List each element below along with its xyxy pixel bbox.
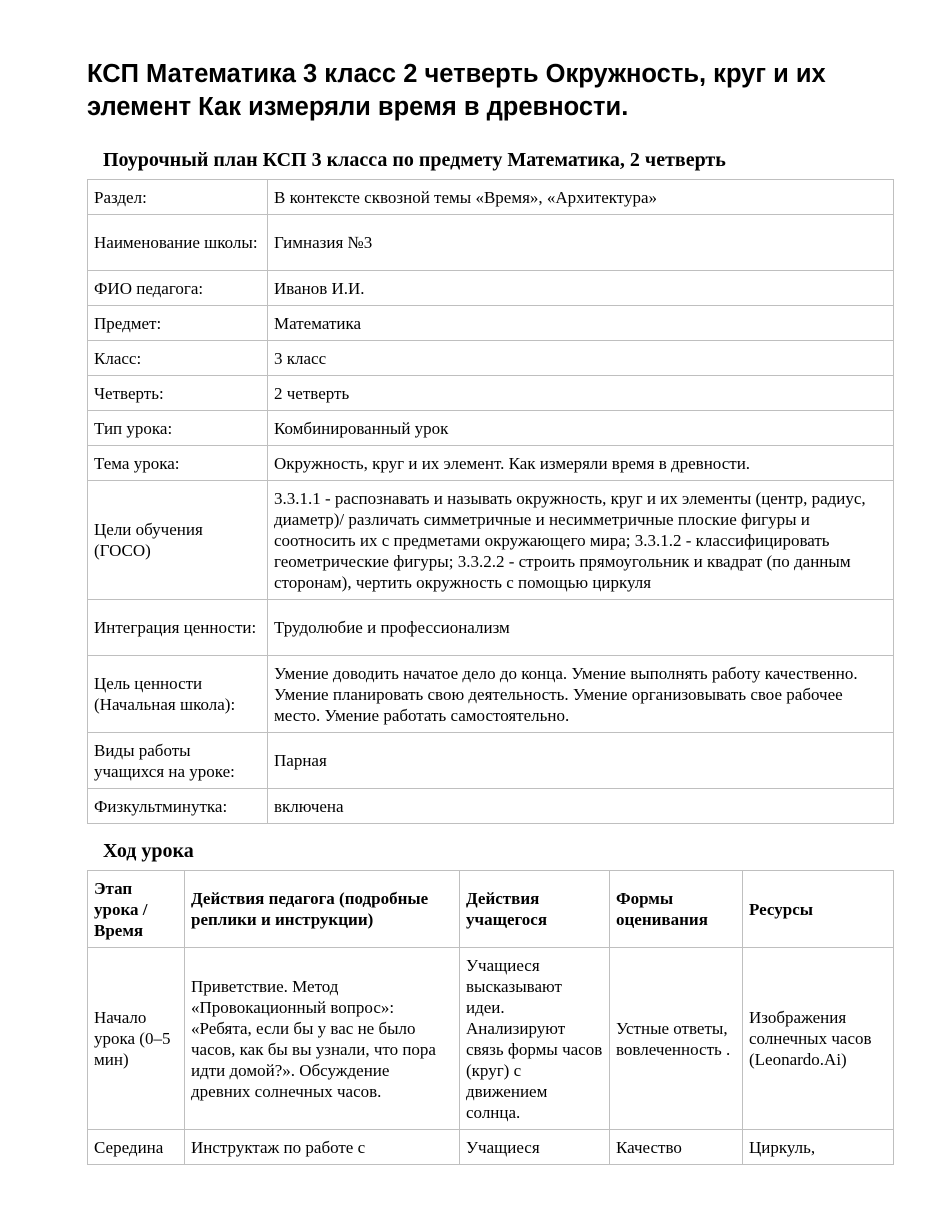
lesson-progress-heading: Ход урока	[103, 840, 194, 862]
info-row-values-goal	[88, 656, 894, 733]
info-label: Предмет:	[88, 306, 268, 341]
info-label: Раздел:	[88, 180, 268, 215]
info-row-grade	[88, 341, 894, 376]
info-row-teacher	[88, 271, 894, 306]
lesson-info-table	[87, 179, 894, 824]
info-value: включена	[268, 789, 894, 824]
info-row-learning-goals	[88, 481, 894, 600]
info-value: Трудолюбие и профессионализм	[268, 600, 894, 656]
info-row-lesson-topic	[88, 446, 894, 481]
info-label: Виды работы учащихся на уроке:	[88, 733, 268, 789]
table-cell: Циркуль,	[743, 1130, 894, 1165]
info-row-section	[88, 180, 894, 215]
table-cell: Качество	[610, 1130, 743, 1165]
table-cell: Середина	[88, 1130, 185, 1165]
table-row	[88, 948, 894, 1130]
info-value: Математика	[268, 306, 894, 341]
info-value: Окружность, круг и их элемент. Как измеряли время в древности.	[268, 446, 894, 481]
info-label: Тема урока:	[88, 446, 268, 481]
table-cell: Изображения солнечных часов (Leonardo.Ai)	[743, 948, 894, 1130]
info-value: В контексте сквозной темы «Время», «Архитектура»	[268, 180, 894, 215]
info-label: Класс:	[88, 341, 268, 376]
info-label: Цели обучения (ГОСО)	[88, 481, 268, 600]
table-row	[88, 1130, 894, 1165]
info-row-school	[88, 215, 894, 271]
lesson-table-header-row	[88, 871, 894, 948]
table-cell: Инструктаж по работе с	[185, 1130, 460, 1165]
info-value: 2 четверть	[268, 376, 894, 411]
plan-heading: Поурочный план КСП 3 класса по предмету Математика, 2 четверть	[103, 149, 726, 171]
info-value: 3 класс	[268, 341, 894, 376]
info-label: Наименование школы:	[88, 215, 268, 271]
table-cell: Устные ответы, вовлеченность .	[610, 948, 743, 1130]
column-header-stage: Этап урока / Время	[88, 871, 185, 948]
table-cell: Учащиеся	[460, 1130, 610, 1165]
info-label: ФИО педагога:	[88, 271, 268, 306]
info-row-lesson-type	[88, 411, 894, 446]
info-row-subject	[88, 306, 894, 341]
info-row-values-integration	[88, 600, 894, 656]
info-row-work-types	[88, 733, 894, 789]
info-value: Комбинированный урок	[268, 411, 894, 446]
info-value: Гимназия №3	[268, 215, 894, 271]
document-title: КСП Математика 3 класс 2 четверть Окружность, круг и их элемент Как измеряли время в древности.	[87, 60, 826, 121]
info-value: Иванов И.И.	[268, 271, 894, 306]
column-header-student-actions: Действия учащегося	[460, 871, 610, 948]
info-label: Физкультминутка:	[88, 789, 268, 824]
info-value: Умение доводить начатое дело до конца. Умение выполнять работу качественно. Умение планировать свою деятельность. Умение организовывать свое рабочее место. Умение работать самостоятельно.	[268, 656, 894, 733]
info-label: Четверть:	[88, 376, 268, 411]
table-cell: Приветствие. Метод «Провокационный вопрос»: «Ребята, если бы у вас не было часов, как бы вы узнали, что пора идти домой?». Обсуждение древних солнечных часов.	[185, 948, 460, 1130]
column-header-assessment: Формы оценивания	[610, 871, 743, 948]
info-row-quarter	[88, 376, 894, 411]
info-row-physical-break	[88, 789, 894, 824]
info-label: Интеграция ценности:	[88, 600, 268, 656]
info-value: 3.3.1.1 - распознавать и называть окружность, круг и их элементы (центр, радиус, диаметр)/ различать симметричные и несимметричные плоские фигуры и соотносить их с предметами окружающего мира; 3.3.1.2 - классифицировать геометрические фигуры; 3.3.2.2 - строить прямоугольник и квадрат (по данным сторонам), чертить окружность с помощью циркуля	[268, 481, 894, 600]
info-value: Парная	[268, 733, 894, 789]
table-cell: Начало урока (0–5 мин)	[88, 948, 185, 1130]
table-cell: Учащиеся высказывают идеи. Анализируют связь формы часов (круг) с движением солнца.	[460, 948, 610, 1130]
info-label: Тип урока:	[88, 411, 268, 446]
column-header-teacher-actions: Действия педагога (подробные реплики и инструкции)	[185, 871, 460, 948]
info-label: Цель ценности (Начальная школа):	[88, 656, 268, 733]
lesson-progress-table	[87, 870, 894, 1165]
column-header-resources: Ресурсы	[743, 871, 894, 948]
